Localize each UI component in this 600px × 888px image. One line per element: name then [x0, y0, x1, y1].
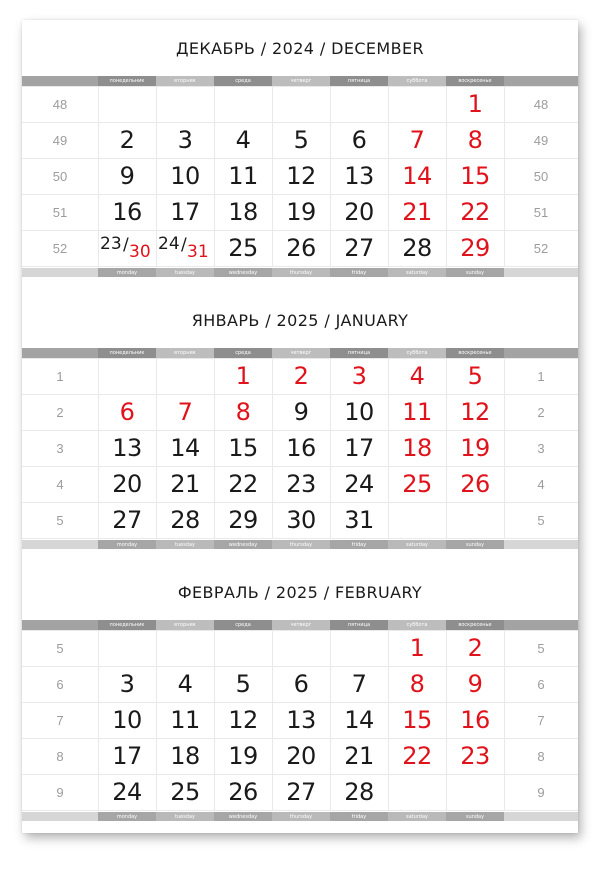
- weekday-footer-monday: monday: [98, 268, 156, 277]
- weekday-footer-sunday: sunday: [446, 268, 504, 277]
- day-cell[interactable]: 18: [170, 742, 200, 770]
- day-cell[interactable]: 12: [286, 162, 316, 190]
- weekday-footer-tuesday: tuesday: [156, 268, 214, 277]
- day-cell[interactable]: 15: [402, 706, 432, 734]
- day-cell[interactable]: 1: [235, 362, 251, 390]
- month-title: ЯНВАРЬ / 2025 / JANUARY: [191, 310, 409, 330]
- week-number-right: 2: [537, 404, 545, 420]
- day-cell[interactable]: 13: [112, 434, 142, 462]
- day-cell[interactable]: 2: [467, 634, 483, 662]
- weekday-header-monday: понедельник: [98, 620, 156, 630]
- day-cell[interactable]: 11: [402, 398, 432, 426]
- day-number-alt: 30: [129, 242, 151, 262]
- weekday-header-sunday: воскресенье: [446, 348, 504, 358]
- weekday-header-wednesday: среда: [214, 620, 272, 630]
- weekday-footer-friday: friday: [330, 540, 388, 549]
- week-number-left: 52: [52, 240, 68, 256]
- day-cell[interactable]: 18: [228, 198, 258, 226]
- day-cell[interactable]: 5: [293, 126, 309, 154]
- day-cell[interactable]: 16: [112, 198, 142, 226]
- month-title: ФЕВРАЛЬ / 2025 / FEBRUARY: [177, 582, 423, 602]
- day-cell[interactable]: 8: [409, 670, 425, 698]
- day-cell[interactable]: 9: [119, 162, 135, 190]
- week-number-left: 2: [56, 404, 64, 420]
- day-cell[interactable]: 17: [170, 198, 200, 226]
- month-block: [22, 564, 578, 822]
- weekday-footer-bar: [22, 268, 578, 277]
- day-cell[interactable]: 28: [344, 778, 374, 806]
- day-cell[interactable]: 22: [228, 470, 258, 498]
- day-cell[interactable]: 31: [344, 506, 374, 534]
- weekday-footer-friday: friday: [330, 268, 388, 277]
- weekday-header-tuesday: вторник: [156, 76, 214, 86]
- weekday-header-friday: пятница: [330, 348, 388, 358]
- weekday-header-saturday: суббота: [388, 620, 446, 630]
- day-cell[interactable]: 8: [235, 398, 251, 426]
- week-number-left: 50: [52, 168, 68, 184]
- day-cell[interactable]: 9: [293, 398, 309, 426]
- day-cell[interactable]: 26: [286, 234, 316, 262]
- weekday-footer-sunday: sunday: [446, 540, 504, 549]
- row-divider: [22, 810, 578, 811]
- week-number-right: 52: [533, 240, 549, 256]
- day-cell[interactable]: 7: [409, 126, 425, 154]
- day-cell[interactable]: 11: [170, 706, 200, 734]
- day-number: 24: [158, 234, 180, 254]
- row-divider: [22, 266, 578, 267]
- day-cell[interactable]: 10: [170, 162, 200, 190]
- week-number-left: 1: [56, 368, 64, 384]
- day-cell[interactable]: 24: [344, 470, 374, 498]
- day-cell[interactable]: 19: [460, 434, 490, 462]
- day-cell[interactable]: 11: [228, 162, 258, 190]
- weekday-header-bar: [22, 76, 578, 86]
- day-cell[interactable]: 17: [112, 742, 142, 770]
- weekday-footer-tuesday: tuesday: [156, 540, 214, 549]
- day-cell[interactable]: 10: [112, 706, 142, 734]
- day-cell[interactable]: 3: [351, 362, 367, 390]
- weekday-header-tuesday: вторник: [156, 620, 214, 630]
- weekday-header-saturday: суббота: [388, 76, 446, 86]
- weekday-footer-wednesday: wednesday: [214, 540, 272, 549]
- day-cell[interactable]: 14: [170, 434, 200, 462]
- weekday-footer-sunday: sunday: [446, 812, 504, 821]
- weekday-header-sunday: воскресенье: [446, 620, 504, 630]
- week-number-right: 1: [537, 368, 545, 384]
- month-block: [22, 20, 578, 278]
- day-cell[interactable]: 6: [293, 670, 309, 698]
- weekday-header-friday: пятница: [330, 620, 388, 630]
- day-cell[interactable]: 6: [351, 126, 367, 154]
- week-number-left: 51: [52, 204, 68, 220]
- day-cell[interactable]: 30: [286, 506, 316, 534]
- day-cell[interactable]: 4: [177, 670, 193, 698]
- week-number-right: 51: [533, 204, 549, 220]
- day-cell[interactable]: 20: [286, 742, 316, 770]
- week-number-right: 5: [537, 640, 545, 656]
- day-cell[interactable]: 23: [460, 742, 490, 770]
- weekday-header-friday: пятница: [330, 76, 388, 86]
- weekday-footer-saturday: saturday: [388, 812, 446, 821]
- weekday-header-wednesday: среда: [214, 76, 272, 86]
- day-cell[interactable]: 29: [460, 234, 490, 262]
- day-cell[interactable]: 7: [351, 670, 367, 698]
- day-cell[interactable]: 21: [402, 198, 432, 226]
- day-cell[interactable]: 9: [467, 670, 483, 698]
- week-number-left: 4: [56, 476, 64, 492]
- row-divider: [22, 538, 578, 539]
- week-number-right: 48: [533, 96, 549, 112]
- day-cell[interactable]: 26: [228, 778, 258, 806]
- day-cell[interactable]: 14: [402, 162, 432, 190]
- day-cell[interactable]: 12: [228, 706, 258, 734]
- week-number-left: 49: [52, 132, 68, 148]
- week-number-left: 9: [56, 784, 64, 800]
- day-cell[interactable]: 6: [119, 398, 135, 426]
- weekday-header-monday: понедельник: [98, 76, 156, 86]
- day-cell[interactable]: 28: [402, 234, 432, 262]
- day-cell[interactable]: 20: [344, 198, 374, 226]
- day-cell[interactable]: 14: [344, 706, 374, 734]
- day-cell[interactable]: 17: [344, 434, 374, 462]
- day-number-alt: 31: [187, 242, 209, 262]
- weekday-footer-thursday: thursday: [272, 812, 330, 821]
- weekday-footer-thursday: thursday: [272, 268, 330, 277]
- weekday-footer-bar: [22, 540, 578, 549]
- day-cell[interactable]: 5: [467, 362, 483, 390]
- day-cell[interactable]: 22: [460, 198, 490, 226]
- weekday-footer-bar: [22, 812, 578, 821]
- day-cell[interactable]: 7: [177, 398, 193, 426]
- day-cell[interactable]: 13: [344, 162, 374, 190]
- day-cell[interactable]: 16: [286, 434, 316, 462]
- week-number-left: 8: [56, 748, 64, 764]
- week-number-right: 7: [537, 712, 545, 728]
- weekday-footer-thursday: thursday: [272, 540, 330, 549]
- column-divider: [504, 86, 505, 266]
- weekday-header-thursday: четверг: [272, 620, 330, 630]
- weekday-header-wednesday: среда: [214, 348, 272, 358]
- week-number-right: 49: [533, 132, 549, 148]
- weekday-header-bar: [22, 620, 578, 630]
- day-cell[interactable]: 29: [228, 506, 258, 534]
- day-cell[interactable]: 27: [286, 778, 316, 806]
- week-number-right: 50: [533, 168, 549, 184]
- week-number-left: 5: [56, 640, 64, 656]
- week-number-right: 4: [537, 476, 545, 492]
- month-title: ДЕКАБРЬ / 2024 / DECEMBER: [175, 38, 425, 58]
- day-cell[interactable]: 19: [228, 742, 258, 770]
- weekday-header-tuesday: вторник: [156, 348, 214, 358]
- day-cell[interactable]: 24: [112, 778, 142, 806]
- week-number-left: 6: [56, 676, 64, 692]
- weekday-footer-friday: friday: [330, 812, 388, 821]
- weekday-footer-saturday: saturday: [388, 540, 446, 549]
- column-divider: [504, 630, 505, 810]
- day-separator: /: [181, 235, 187, 255]
- day-cell[interactable]: 26: [460, 470, 490, 498]
- weekday-header-bar: [22, 348, 578, 358]
- day-cell[interactable]: 16: [460, 706, 490, 734]
- week-number-right: 9: [537, 784, 545, 800]
- weekday-header-saturday: суббота: [388, 348, 446, 358]
- day-cell[interactable]: 19: [286, 198, 316, 226]
- day-cell[interactable]: 4: [235, 126, 251, 154]
- day-cell[interactable]: 25: [402, 470, 432, 498]
- week-number-right: 8: [537, 748, 545, 764]
- week-number-left: 5: [56, 512, 64, 528]
- weekday-header-thursday: четверг: [272, 348, 330, 358]
- weekday-footer-saturday: saturday: [388, 268, 446, 277]
- day-cell[interactable]: 10: [344, 398, 374, 426]
- day-cell[interactable]: 4: [409, 362, 425, 390]
- day-cell[interactable]: 22: [402, 742, 432, 770]
- weekday-footer-wednesday: wednesday: [214, 812, 272, 821]
- column-divider: [504, 358, 505, 538]
- day-cell[interactable]: 15: [228, 434, 258, 462]
- day-cell[interactable]: 21: [170, 470, 200, 498]
- day-cell[interactable]: 12: [460, 398, 490, 426]
- weekday-footer-monday: monday: [98, 812, 156, 821]
- day-cell[interactable]: 27: [112, 506, 142, 534]
- weekday-header-monday: понедельник: [98, 348, 156, 358]
- day-cell[interactable]: 25: [228, 234, 258, 262]
- day-cell[interactable]: 13: [286, 706, 316, 734]
- day-cell[interactable]: 25: [170, 778, 200, 806]
- week-number-left: 7: [56, 712, 64, 728]
- weekday-header-sunday: воскресенье: [446, 76, 504, 86]
- day-cell[interactable]: 3: [177, 126, 193, 154]
- month-block: [22, 292, 578, 550]
- day-number: 23: [100, 234, 122, 254]
- week-number-right: 5: [537, 512, 545, 528]
- day-cell[interactable]: 23: [286, 470, 316, 498]
- week-number-left: 3: [56, 440, 64, 456]
- day-cell[interactable]: 21: [344, 742, 374, 770]
- day-cell[interactable]: 28: [170, 506, 200, 534]
- day-cell-split[interactable]: [156, 230, 214, 266]
- day-cell[interactable]: 15: [460, 162, 490, 190]
- week-number-right: 3: [537, 440, 545, 456]
- day-cell[interactable]: 8: [467, 126, 483, 154]
- weekday-footer-wednesday: wednesday: [214, 268, 272, 277]
- day-cell[interactable]: 3: [119, 670, 135, 698]
- weekday-footer-monday: monday: [98, 540, 156, 549]
- day-cell[interactable]: 5: [235, 670, 251, 698]
- day-cell[interactable]: 2: [293, 362, 309, 390]
- day-separator: /: [123, 235, 129, 255]
- day-cell[interactable]: 20: [112, 470, 142, 498]
- day-cell[interactable]: 27: [344, 234, 374, 262]
- day-cell[interactable]: 1: [409, 634, 425, 662]
- weekday-footer-tuesday: tuesday: [156, 812, 214, 821]
- day-cell[interactable]: 1: [467, 90, 483, 118]
- weekday-header-thursday: четверг: [272, 76, 330, 86]
- week-number-right: 6: [537, 676, 545, 692]
- day-cell-split[interactable]: [98, 230, 156, 266]
- day-cell[interactable]: 2: [119, 126, 135, 154]
- week-number-left: 48: [52, 96, 68, 112]
- day-cell[interactable]: 18: [402, 434, 432, 462]
